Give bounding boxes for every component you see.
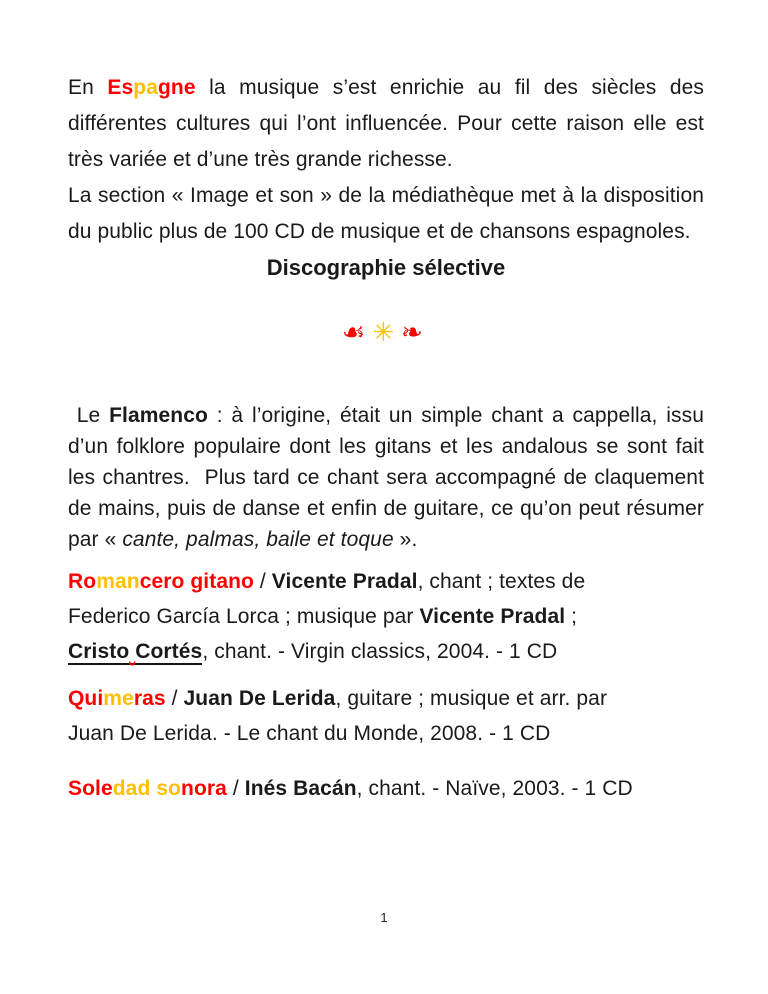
text-segment: , chant. - Naïve, 2003. - 1 CD: [356, 777, 633, 801]
text-segment: /: [226, 777, 245, 801]
page-number: 1: [380, 910, 388, 925]
fleuron-left-icon: ☙: [342, 317, 373, 347]
flamenco-paragraph: [68, 400, 704, 555]
text-segment: cante, palmas, baile et toque: [122, 528, 394, 552]
text-segment: Federico García Lorca ; musique par: [68, 605, 420, 629]
text-segment: pa: [133, 76, 158, 99]
text-segment: , chant. - Virgin classics, 2004. - 1 CD: [202, 640, 558, 664]
text-segment: gne: [158, 76, 196, 99]
text-segment: Qui: [68, 687, 104, 711]
text-segment: ».: [393, 528, 418, 552]
text-segment: cero gitano: [139, 570, 254, 594]
text-segment: /: [165, 687, 184, 711]
ornament-divider: [68, 316, 704, 348]
text-segment: Vicente Pradal: [271, 570, 418, 594]
text-segment: /: [253, 570, 272, 594]
text-segment: , chant ; textes de: [417, 570, 586, 594]
text-segment: Juan De Lerida. - Le chant du Monde, 2008. - 1 CD: [68, 722, 551, 746]
text-segment: Es: [107, 76, 134, 99]
text-segment: Juan De Lerida: [183, 687, 336, 711]
entry-romancero-gitano: [68, 564, 704, 669]
section-heading: Discographie sélective: [266, 255, 506, 280]
text-segment: Vicente Pradal: [419, 605, 566, 629]
text-segment: Cortés: [135, 640, 203, 664]
star-icon: ✳: [372, 317, 402, 347]
entry-quimeras: [68, 681, 704, 751]
fleuron-right-icon: ❧: [401, 317, 430, 347]
text-segment: Ro: [68, 570, 97, 594]
document-body: [68, 70, 704, 806]
intro-paragraph: [68, 70, 704, 250]
entry-soledad-sonora: [68, 771, 704, 806]
text-segment: ;: [565, 605, 578, 629]
text-segment: la musique s’est enrichie au fil des siècles des différentes cultures qui l’ont influencée. Pour cette raison elle est très variée et d’une très grande richesse.: [68, 76, 704, 171]
text-segment: man: [96, 570, 140, 594]
text-segment: Sole: [68, 777, 113, 801]
text-segment: Inés Bacán: [244, 777, 357, 801]
text-segment: dad so: [112, 777, 182, 801]
text-segment: , guitare ; musique et arr. par: [335, 687, 608, 711]
text-segment: Cristo: [68, 640, 130, 664]
text-segment: ras: [133, 687, 166, 711]
text-segment: Le: [68, 404, 110, 428]
text-segment: : à l’origine, était un simple chant a cappella, issu d’un folklore populaire dont les gitans et les andalous se sont fait les chantres. Plus tard ce chant sera accompagné de claquement de mains, puis de danse et enfin de guitare, ce qu’on peut résumer par «: [68, 404, 704, 552]
text-segment: Flamenco: [109, 404, 208, 428]
text-segment: La section « Image et son » de la médiathèque met à la disposition du public plus de 100 CD de musique et de chansons espagnoles.: [68, 184, 704, 243]
text-segment: En: [68, 76, 108, 99]
text-segment: me: [103, 687, 134, 711]
text-segment: nora: [181, 777, 227, 801]
